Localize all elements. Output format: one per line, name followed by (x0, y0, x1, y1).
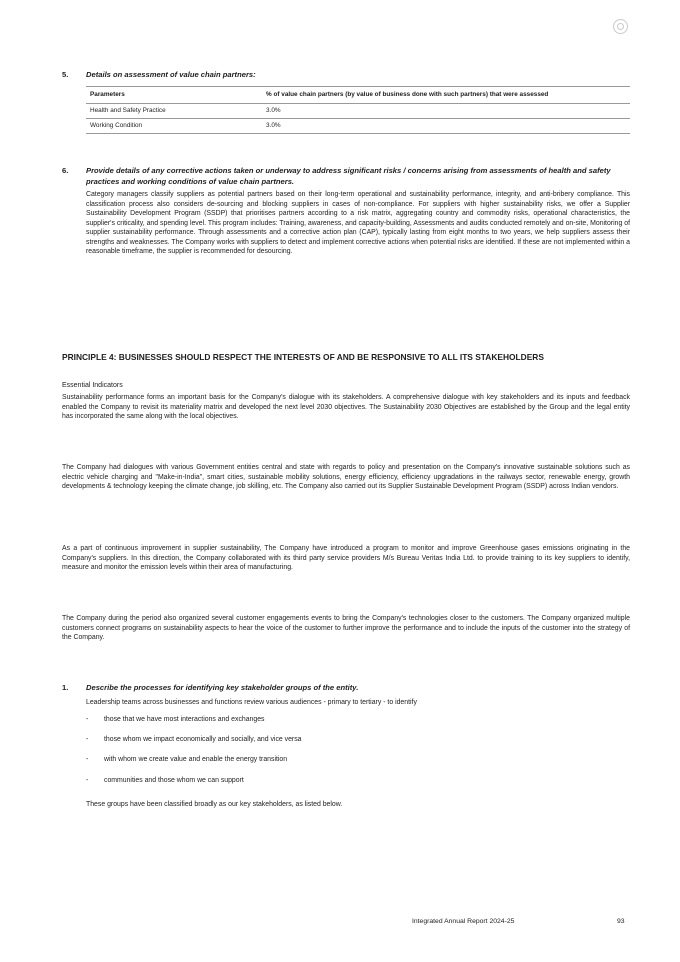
table-header-row (86, 87, 630, 104)
question-text: Provide details of any corrective actions taken or underway to address significant risks / concerns arising from assessments of health and safety practices and working conditions of value chain partners. (86, 166, 611, 186)
paragraph: The Company during the period also organized several customer engagements events to bring the Company's technologies closer to the customers. The Company organized multiple customers connect programs on sustainability aspects to hear the voice of the customer to further improve the performance and to include the inputs of the customer into the strategy of the Company. (62, 615, 630, 642)
stakeholder-closing: These groups have been classified broadly as our key stakeholders, as listed below. (86, 801, 343, 808)
question-1 (62, 683, 632, 694)
stakeholder-intro: Leadership teams across businesses and functions review various audiences - primary to tertiary - to identify (86, 699, 417, 706)
footer-report-title: Integrated Annual Report 2024-25 (412, 918, 515, 925)
paragraph: As a part of continuous improvement in supplier sustainability, The Company have introduced a program to monitor and improve Greenhouse gases emissions originating in the Company's suppliers. In this direction, the Company collaborated with its third party service providers M/s Bureau Veritas India Ltd. to provide training to its key suppliers to identify, measure and monitor the emission levels within their area of manufacturing. (62, 545, 630, 572)
footer-page-number: 93 (617, 918, 625, 925)
company-logo-icon (613, 19, 628, 34)
corrective-actions-answer: Category managers classify suppliers as potential partners based on their long-term operational and sustainability performance, integrity, and anti-bribery compliance. This classification process also considers de-sourcing and blocking suppliers in cases of non-compliance. For suppliers with higher sustainability risks, we offer a Supplier Sustainability Development Program (SSDP) that prioritises partners according to a risk matrix, aggregating country and commodity risks, operational characteristics, the supplier's criticality, and spending level. This program includes: Training, awareness, and capacity-building, Assessments and audits conducted remotely and on-site, Monitoring of supplier sustainability performance. Through assessments and a corrective action plan (CAP), typically lasting from eight months to two years, we help suppliers assess their strengths and weaknesses. The Company works with suppliers to detect and implement corrective actions when potential risks are identified. If these are not implemented within a reasonable timeframe, the supplier is recommended for desourcing. (86, 191, 630, 256)
list-item: - those whom we impact economically and socially, and vice versa (86, 735, 626, 744)
question-number: 5. (62, 70, 69, 79)
paragraph: Sustainability performance forms an important basis for the Company's dialogue with its stakeholders. A comprehensive dialogue with key stakeholders and its inputs and feedback enabled the Company to revisit its materiality matrix and developed the next level 2030 objectives. The Sustainability 2030 Objectives are established by the Group and the legal entity has incorporated the same along with the local objectives. (62, 394, 630, 421)
question-number: 1. (62, 683, 69, 692)
principle-4-heading: PRINCIPLE 4: BUSINESSES SHOULD RESPECT THE INTERESTS OF AND BE RESPONSIVE TO ALL ITS STAKEHOLDERS (62, 352, 544, 362)
question-text: Describe the processes for identifying key stakeholder groups of the entity. (86, 683, 359, 692)
table-cell: 3.0% (262, 119, 630, 134)
list-item: - communities and those whom we can support (86, 776, 626, 785)
table-row (86, 119, 630, 134)
table-row (86, 104, 630, 119)
stakeholder-criteria-list (86, 715, 626, 796)
question-5 (62, 70, 632, 81)
value-chain-assessment-table (86, 86, 630, 134)
table-cell: Working Condition (86, 119, 262, 134)
paragraph: The Company had dialogues with various Government entities central and state with regards to policy and presentation on the Company's innovative sustainable solutions such as electric vehicle charging and "Make-in-India", smart cities, sustainable mobility solutions, energy efficiency, efficiency upgradations in the railways sector, renewable energy, growth developments & technology keeping the climate change, job skilling, etc. The Company also carried out its Supplier Sustainable Development Program (SSDP) across Indian vendors. (62, 464, 630, 491)
table-header-cell: % of value chain partners (by value of business done with such partners) that were assessed (262, 87, 630, 104)
table-cell: 3.0% (262, 104, 630, 119)
list-item: - with whom we create value and enable the energy transition (86, 755, 626, 764)
question-6 (62, 166, 632, 187)
question-text: Details on assessment of value chain partners: (86, 70, 256, 79)
table-cell: Health and Safety Practice (86, 104, 262, 119)
list-item: - those that we have most interactions and exchanges (86, 715, 626, 724)
table-header-cell: Parameters (86, 87, 262, 104)
essential-indicators-subheading: Essential Indicators (62, 382, 123, 389)
question-number: 6. (62, 166, 69, 175)
